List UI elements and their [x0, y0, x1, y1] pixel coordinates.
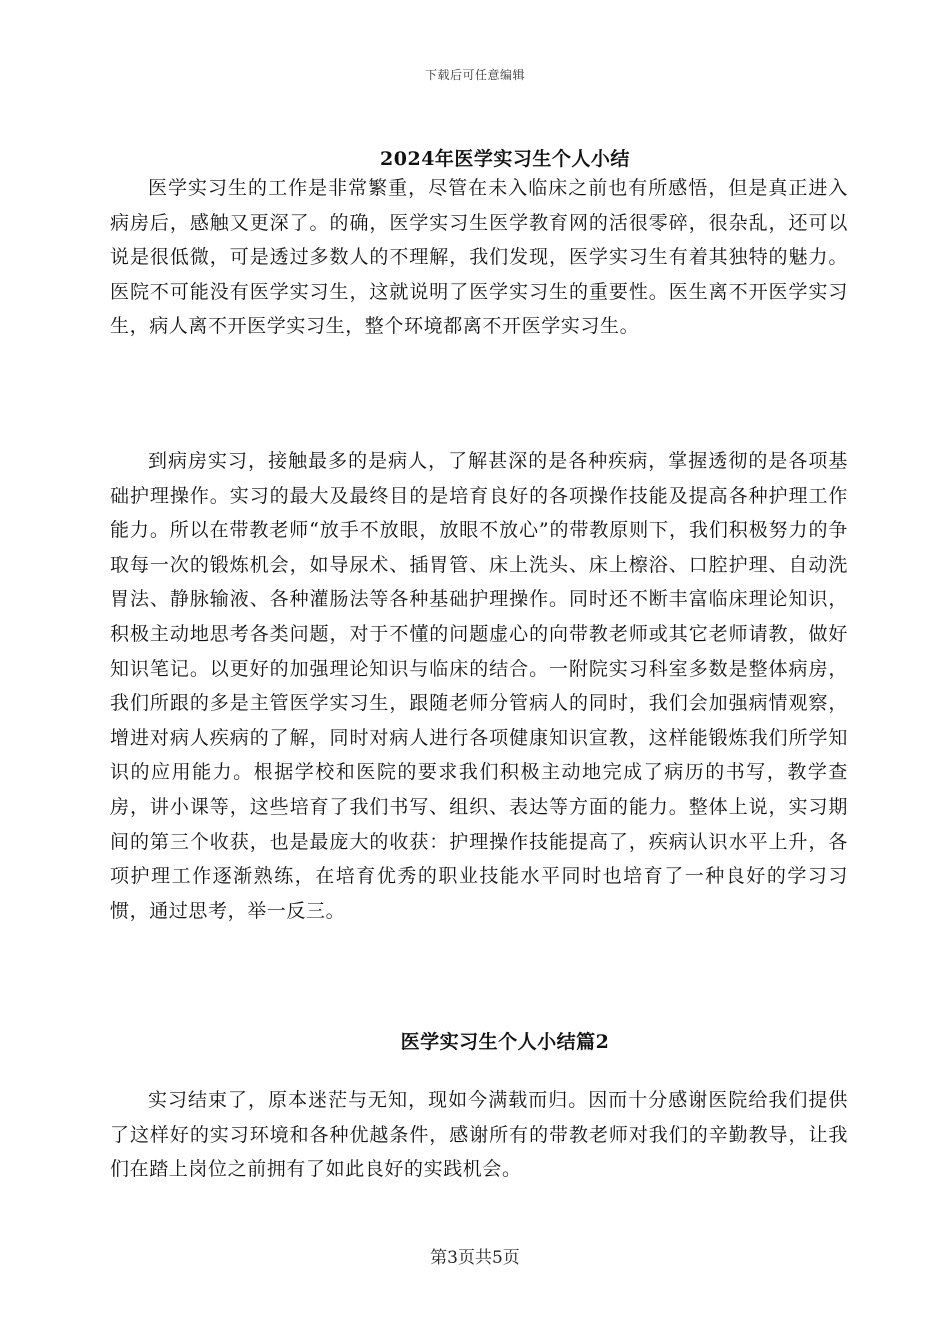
body-paragraph: 医学实习生的工作是非常繁重，尽管在未入临床之前也有所感悟，但是真正进入病房后，感触又更深了。的确，医学实习生医学教育网的活很零碎，很杂乱，还可以说是很低微，可是透过多数人的不理解，我们发现，医学实习生有着其独特的魅力。医院不可能没有医学实习生，这就说明了医学实习生的重要性。医生离不开医学实习生，病人离不开医学实习生，整个环境都离不开医学实习生。: [110, 177, 848, 338]
section-paragraph: 实习结束了，原本迷茫与无知，现如今满载而归。因而十分感谢医院给我们提供了这样好的实习环境和各种优越条件，感谢所有的带教老师对我们的辛勤教导，让我们在踏上岗位之前拥有了如此良好的实践机会。: [110, 1089, 848, 1181]
section-heading: 医学实习生个人小结篇2: [400, 1031, 610, 1053]
header-note: 下载后可任意编辑: [424, 68, 525, 82]
body-paragraph: 到病房实习，接触最多的是病人，了解甚深的是各种疾病，掌握透彻的是各项基础护理操作。实习的最大及最终目的是培育良好的各项操作技能及提高各种护理工作能力。所以在带教老师“放手不放眼，放眼不放心”的带教原则下，我们积极努力的争取每一次的锻炼机会，如导尿术、插胃管、床上洗头、床上檫浴、口腔护理、自动洗胃法、静脉输液、各种灌肠法等各种基础护理操作。同时还不断丰富临床理论知识，积极主动地思考各类问题，对于不懂的问题虚心的向带教老师或其它老师请教，做好知识笔记。以更好的加强理论知识与临床的结合。一附院实习科室多数是整体病房，我们所跟的多是主管医学实习生，跟随老师分管病人的同时，我们会加强病情观察，增进对病人疾病的了解，同时对病人进行各项健康知识宣教，这样能锻炼我们所学知识的应用能力。根据学校和医院的要求我们积极主动地完成了病历的书写，教学查房，讲小课等，这些培育了我们书写、组织、表达等方面的能力。整体上说，实习期间的第三个收获，也是最庞大的收获：护理操作技能提高了，疾病认识水平上升，各项护理工作逐渐熟练，在培育优秀的职业技能水平同时也培育了一种良好的学习习惯，通过思考，举一反三。: [110, 450, 848, 922]
document-title: 2024年医学实习生个人小结: [380, 148, 630, 170]
page-number: 第3页共5页: [430, 1248, 520, 1268]
